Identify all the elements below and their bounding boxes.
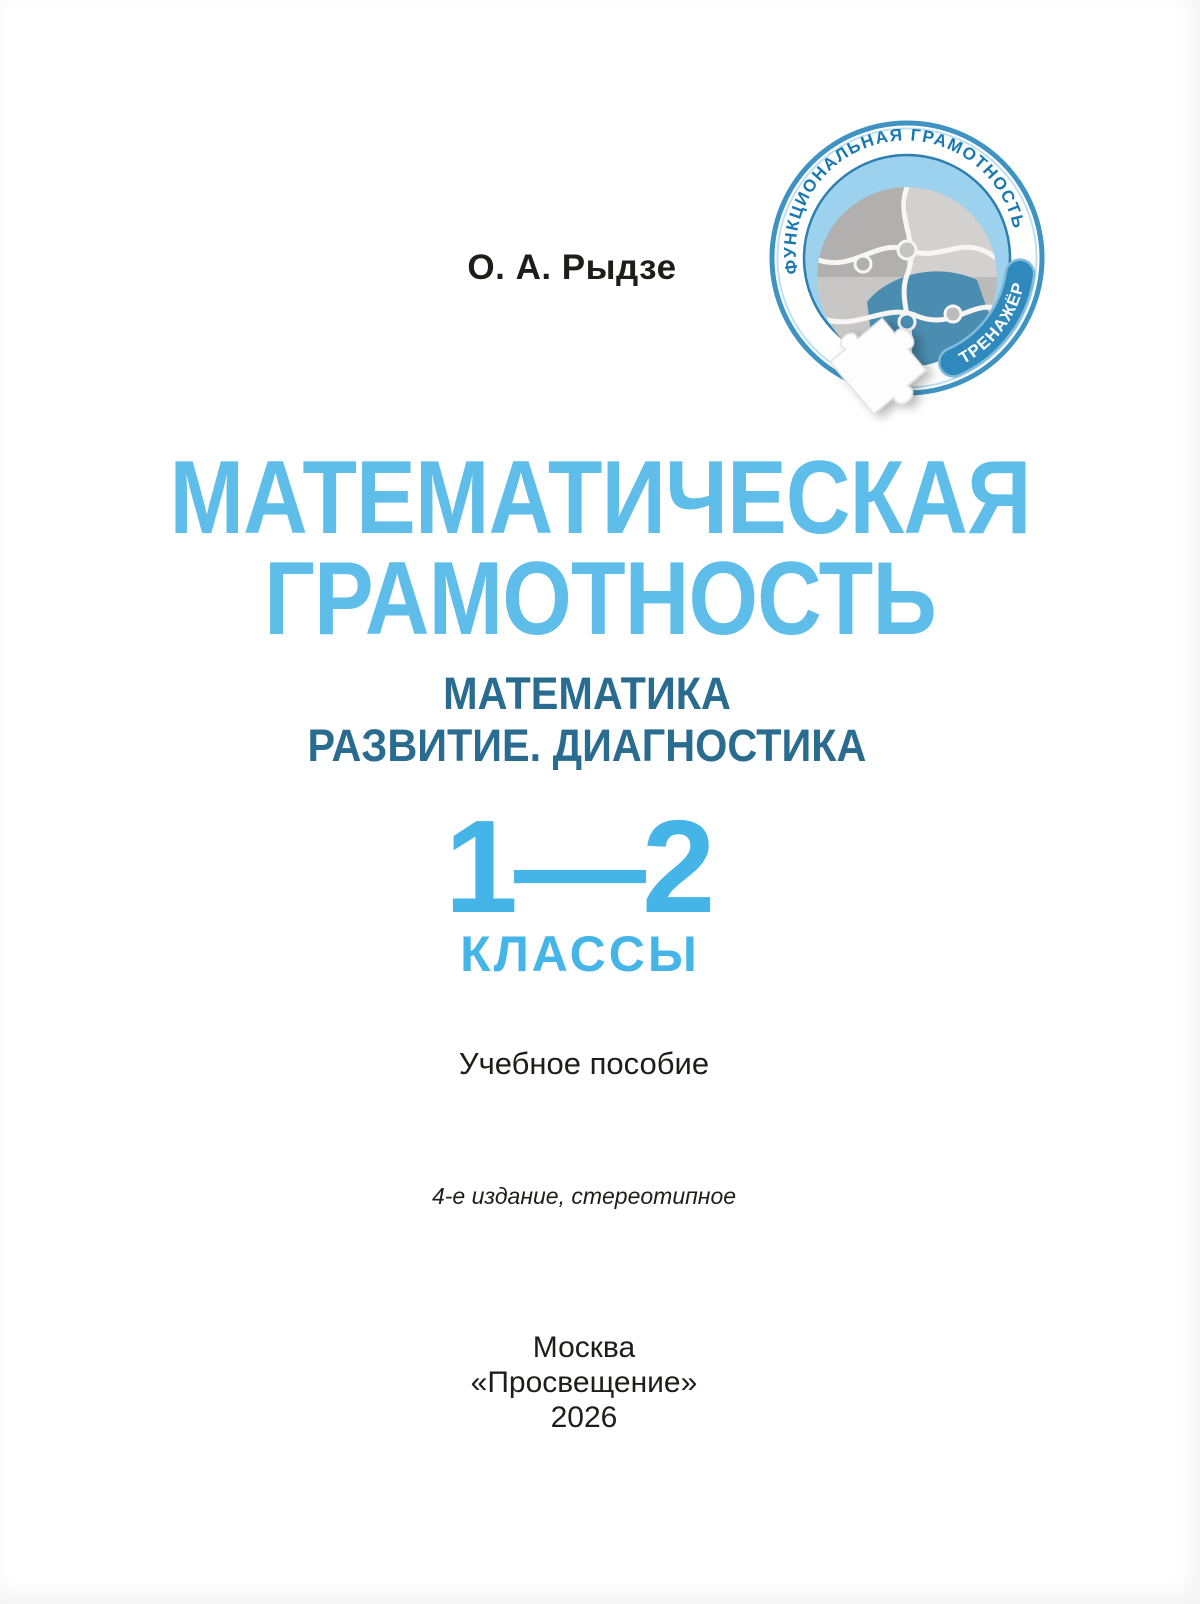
grades-label: КЛАССЫ <box>460 926 700 982</box>
edition-type: Учебное пособие <box>458 1046 710 1081</box>
imprint-year: 2026 <box>550 1401 618 1434</box>
imprint-city: Москва <box>532 1331 636 1364</box>
book-title <box>0 440 1200 657</box>
imprint <box>0 1330 1168 1435</box>
book-title-line2: ГРАМОТНОСТЬ <box>264 541 936 657</box>
functional-literacy-badge-icon <box>755 110 1057 432</box>
badge-band-text: ТРЕНАЖЁР <box>956 280 1029 368</box>
imprint-publisher: «Просвещение» <box>470 1366 698 1399</box>
book-subtitle <box>0 668 1174 772</box>
author-name: О. А. Рыдзе <box>467 248 677 287</box>
book-subtitle-line1: МАТЕМАТИКА <box>443 668 731 719</box>
badge-ring-text: ФУНКЦИОНАЛЬНАЯ ГРАМОТНОСТЬ <box>780 125 1029 276</box>
book-title-line1: МАТЕМАТИЧЕСКАЯ <box>169 440 1031 556</box>
grades-range: 1—2 <box>444 793 712 940</box>
book-subtitle-line2: РАЗВИТИЕ. ДИАГНОСТИКА <box>307 720 867 771</box>
edition-note: 4-е издание, стереотипное <box>431 1183 737 1209</box>
